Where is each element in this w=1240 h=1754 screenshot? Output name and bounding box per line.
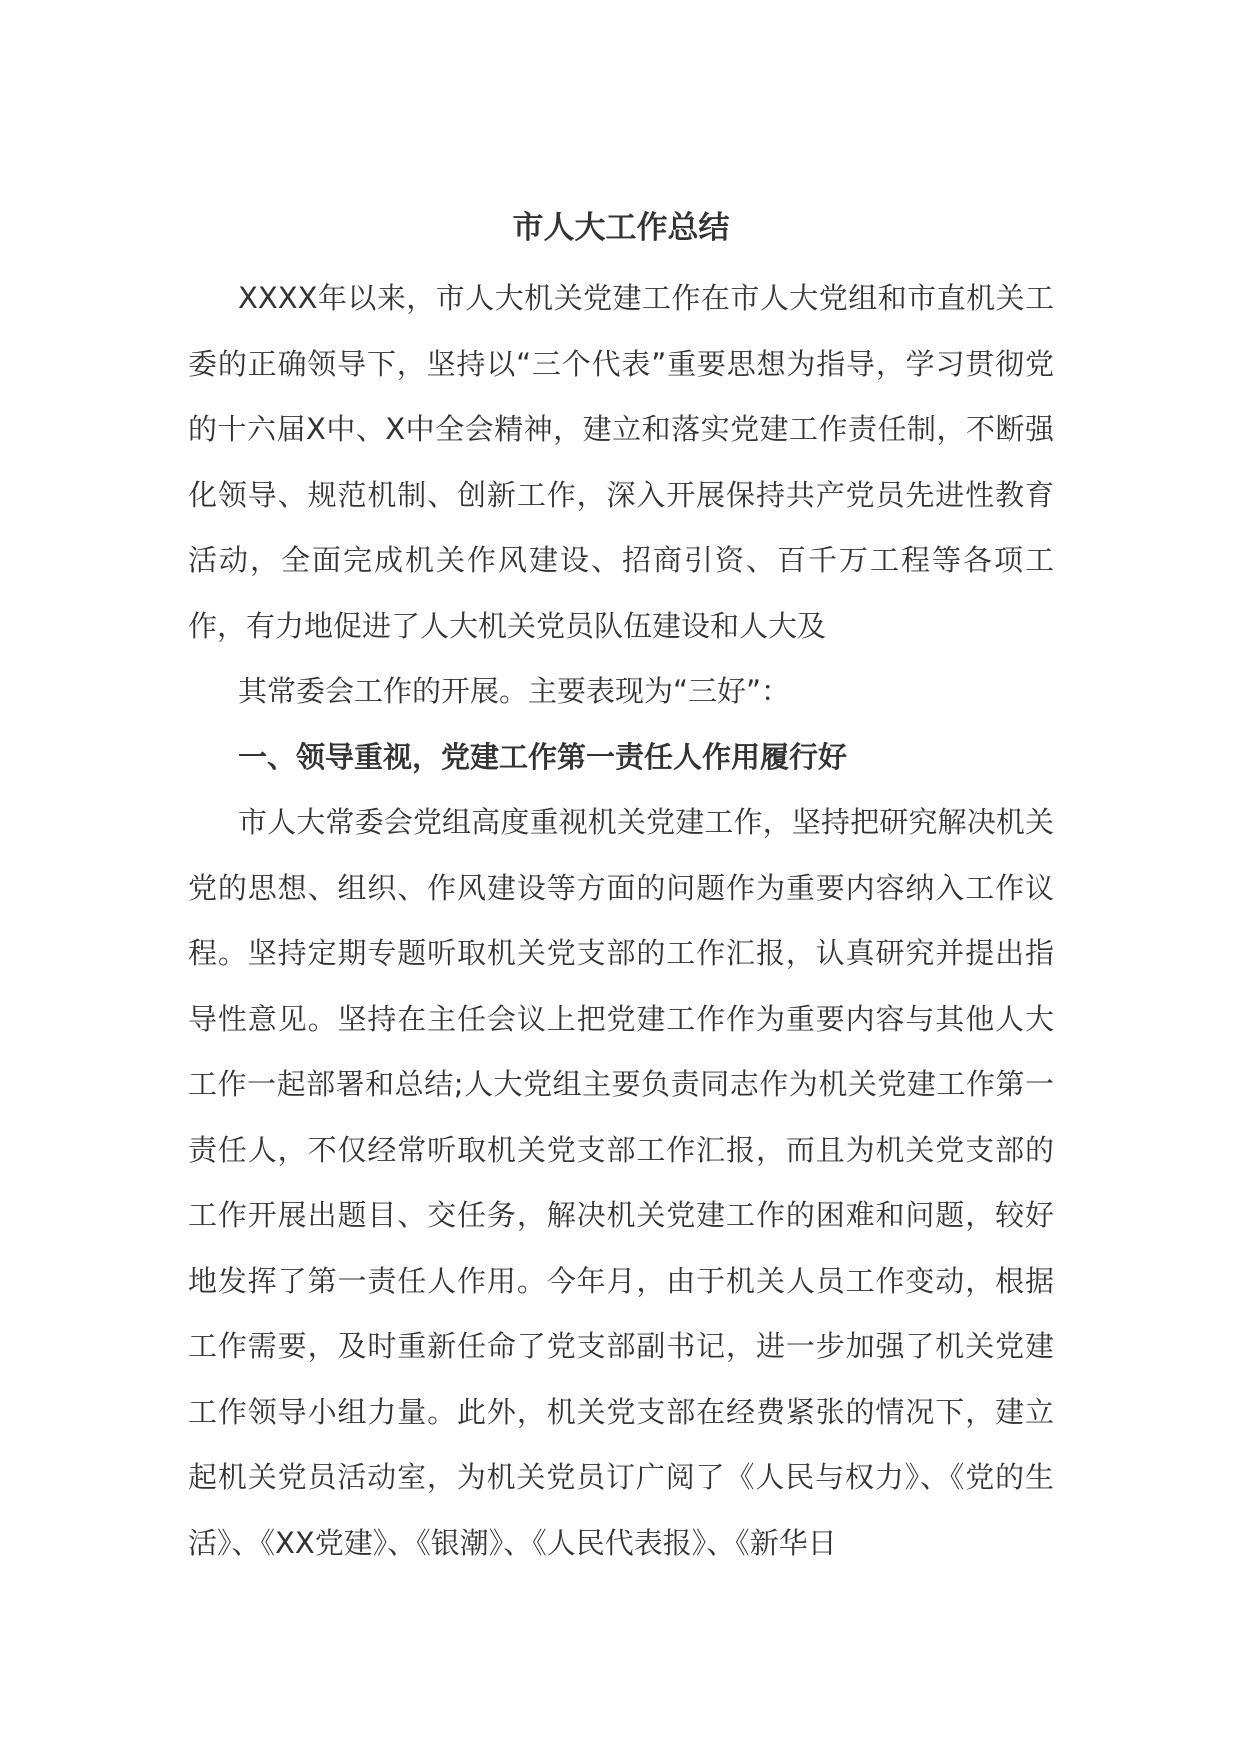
document-title: 市人大工作总结 [512, 210, 730, 246]
document-body [188, 198, 1054, 1576]
section-heading: 一、领导重视，党建工作第一责任人作用履行好 [238, 739, 848, 774]
intro-paragraph: XXXX年以来，市人大机关党建工作在市人大党组和市直机关工委的正确领导下，坚持以“三个代表”重要思想为指导，学习贯彻党的十六届X中、X中全会精神，建立和落实党建工作责任制，不断强化领导、规范机制、创新工作，深入开展保持共产党员先进性教育活动，全面完成机关作风建设、招商引资、百千万工程等各项工作，有力地促进了人大机关党员队伍建设和人大及 [188, 281, 1054, 643]
intro-continued-paragraph: 其常委会工作的开展。主要表现为“三好”： [238, 674, 791, 708]
section-body-paragraph: 市人大常委会党组高度重视机关党建工作，坚持把研究解决机关党的思想、组织、作风建设等方面的问题作为重要内容纳入工作议程。坚持定期专题听取机关党支部的工作汇报，认真研究并提出指导性意见。坚持在主任会议上把党建工作作为重要内容与其他人大工作一起部署和总结;人大党组主要负责同志作为机关党建工作第一责任人，不仅经常听取机关党支部工作汇报，而且为机关党支部的工作开展出题目、交任务，解决机关党建工作的困难和问题，较好地发挥了第一责任人作用。今年月，由于机关人员工作变动，根据工作需要，及时重新任命了党支部副书记，进一步加强了机关党建工作领导小组力量。此外，机关党支部在经费紧张的情况下，建立起机关党员活动室，为机关党员订广阅了《人民与权力》、《党的生活》、《XX党建》、《银潮》、《人民代表报》、《新华日 [188, 805, 1054, 1560]
